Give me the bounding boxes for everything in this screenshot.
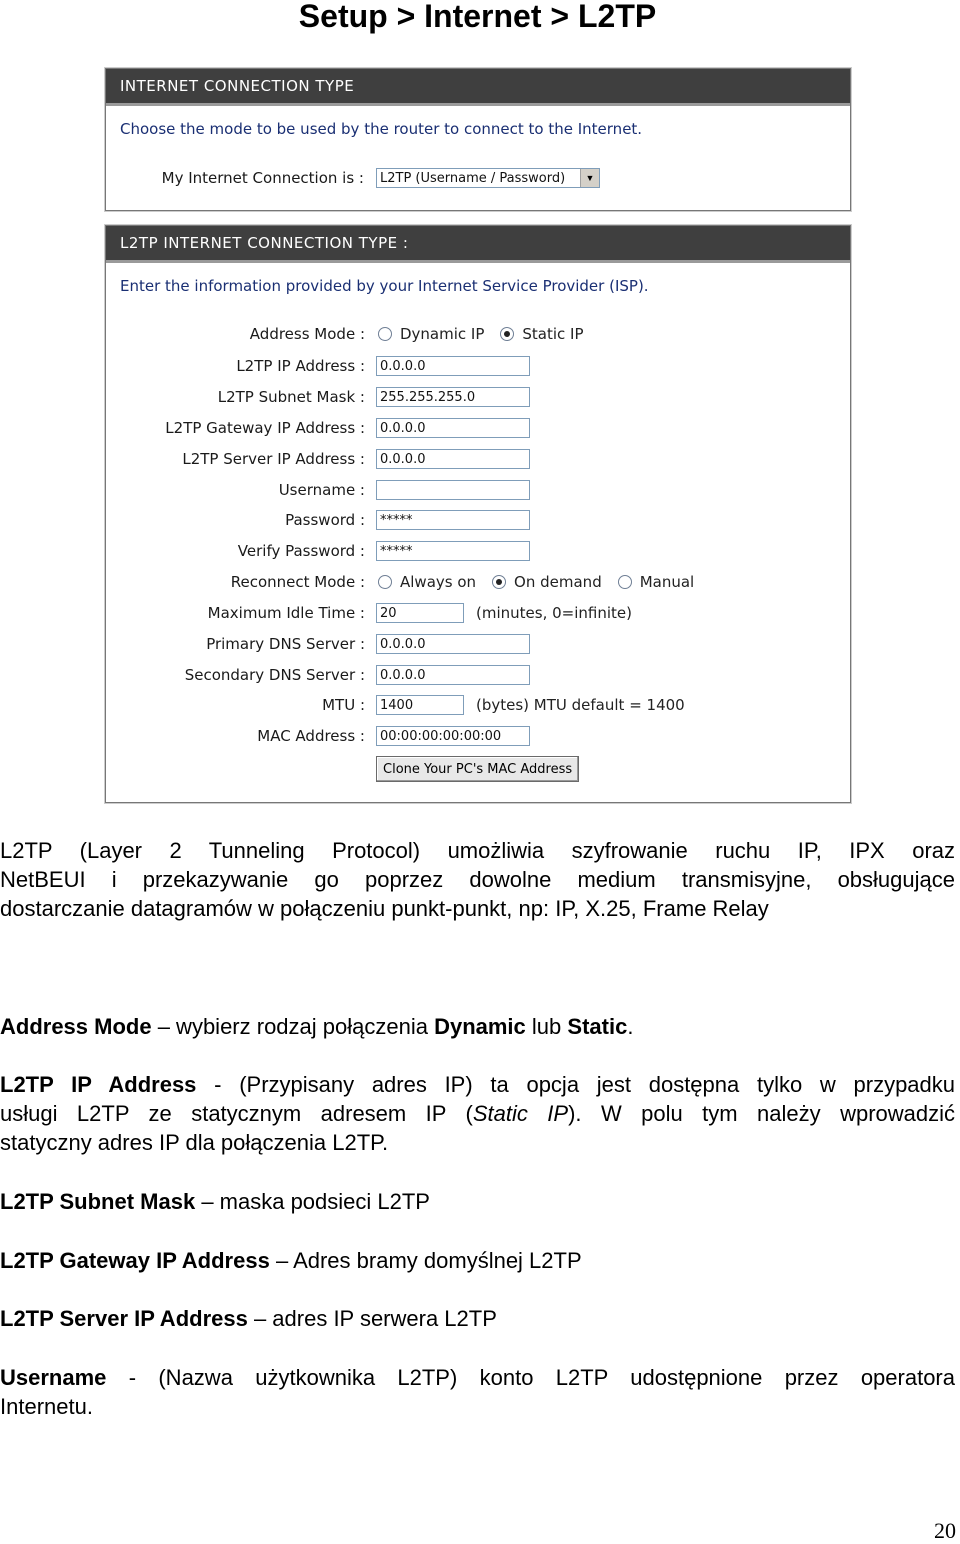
reconnect-mode-control <box>376 569 708 595</box>
intro-line-1: L2TP (Layer 2 Tunneling Protocol) umożliwia szyfrowanie ruchu IP, IPX oraz <box>0 838 955 863</box>
verify-password-label: Verify Password : <box>237 542 365 560</box>
l2tp-ip-row <box>106 353 850 379</box>
l2tp-server-row <box>106 446 850 472</box>
l2tp-ip-line-3: statyczny adres IP dla połączenia L2TP. <box>0 1130 389 1155</box>
manual-label: Manual <box>639 573 695 591</box>
secondary-dns-label: Secondary DNS Server : <box>184 666 365 684</box>
mac-address-input[interactable]: 00:00:00:00:00:00 <box>376 726 530 746</box>
lub-text: lub <box>525 1014 568 1039</box>
mtu-row <box>106 692 850 718</box>
l2tp-ip-desc-1: - (Przypisany adres IP) ta opcja jest dostępna tylko w przypadku <box>196 1072 956 1097</box>
username-paragraph <box>0 1363 955 1421</box>
primary-dns-input[interactable]: 0.0.0.0 <box>376 634 530 654</box>
server-desc: – adres IP serwera L2TP <box>247 1306 497 1331</box>
subnet-mask-paragraph <box>0 1187 955 1216</box>
password-label: Password : <box>285 511 365 529</box>
l2tp-mask-input[interactable]: 255.255.255.0 <box>376 387 530 407</box>
l2tp-ip-line-1 <box>0 1070 955 1099</box>
l2tp-gateway-row <box>106 415 850 441</box>
connection-type-label: My Internet Connection is : <box>161 169 364 187</box>
page-number: 20 <box>934 1518 956 1543</box>
secondary-dns-input[interactable]: 0.0.0.0 <box>376 665 530 685</box>
username-line-1 <box>0 1363 955 1392</box>
connection-type-control <box>376 165 600 191</box>
gateway-paragraph <box>0 1246 955 1275</box>
idle-time-hint: (minutes, 0=infinite) <box>476 604 632 622</box>
primary-dns-label: Primary DNS Server : <box>206 635 365 653</box>
chevron-down-icon[interactable]: ▼ <box>580 169 599 187</box>
l2tp-ip-desc-2a: usługi L2TP ze statycznym adresem IP ( <box>0 1101 473 1126</box>
idle-time-input[interactable]: 20 <box>376 603 464 623</box>
username-label: Username : <box>278 481 365 499</box>
reconnect-mode-row <box>106 569 850 595</box>
l2tp-settings-intro: Enter the information provided by your Internet Service Provider (ISP). <box>120 277 649 295</box>
intro-line-2: NetBEUI i przekazywanie go poprzez dowolne medium transmisyjne, obsługujące <box>0 867 955 892</box>
address-mode-paragraph <box>0 1012 955 1041</box>
dynamic-ip-label: Dynamic IP <box>400 325 485 343</box>
connection-type-select[interactable] <box>376 168 600 188</box>
mtu-input[interactable]: 1400 <box>376 695 464 715</box>
manual-radio[interactable] <box>618 575 632 589</box>
password-input[interactable]: ***** <box>376 510 530 530</box>
static-term: Static <box>567 1014 628 1039</box>
always-on-label: Always on <box>400 573 477 591</box>
mac-address-label: MAC Address : <box>257 727 365 745</box>
address-mode-term: Address Mode <box>0 1014 152 1039</box>
username-desc-1: - (Nazwa użytkownika L2TP) konto L2TP udostępnione przez operatora <box>106 1365 955 1390</box>
username-term: Username <box>0 1365 107 1390</box>
l2tp-ip-desc-2b: ). W polu tym należy wprowadzić <box>568 1101 956 1126</box>
l2tp-settings-panel <box>105 225 851 803</box>
gateway-term: L2TP Gateway IP Address <box>0 1248 270 1273</box>
static-ip-italic: Static IP <box>472 1101 569 1126</box>
on-demand-radio[interactable] <box>492 575 506 589</box>
server-term: L2TP Server IP Address <box>0 1306 248 1331</box>
connection-type-intro: Choose the mode to be used by the router to connect to the Internet. <box>120 120 643 138</box>
address-mode-row <box>106 321 850 347</box>
secondary-dns-row <box>106 662 850 688</box>
server-paragraph <box>0 1304 955 1333</box>
reconnect-mode-label: Reconnect Mode : <box>230 573 365 591</box>
verify-password-row <box>106 538 850 564</box>
l2tp-gateway-input[interactable]: 0.0.0.0 <box>376 418 530 438</box>
username-row <box>106 477 850 503</box>
connection-type-value: L2TP (Username / Password) <box>380 170 566 186</box>
address-mode-desc: – wybierz rodzaj połączenia <box>151 1014 435 1039</box>
address-mode-control <box>376 321 598 347</box>
l2tp-ip-line-2 <box>0 1099 955 1128</box>
mac-address-row <box>106 723 850 749</box>
gateway-desc: – Adres bramy domyślnej L2TP <box>269 1248 582 1273</box>
address-mode-label: Address Mode : <box>249 325 365 343</box>
static-ip-label: Static IP <box>522 325 584 343</box>
clone-mac-row <box>106 756 850 782</box>
l2tp-ip-input[interactable]: 0.0.0.0 <box>376 356 530 376</box>
clone-mac-button[interactable]: Clone Your PC's MAC Address <box>376 756 579 782</box>
l2tp-settings-header: L2TP INTERNET CONNECTION TYPE : <box>106 226 850 263</box>
on-demand-label: On demand <box>514 573 602 591</box>
connection-type-row <box>106 165 850 191</box>
page-title: Setup > Internet > L2TP <box>298 0 657 34</box>
l2tp-server-label: L2TP Server IP Address : <box>182 450 365 468</box>
l2tp-ip-term: L2TP IP Address <box>0 1072 197 1097</box>
always-on-radio[interactable] <box>378 575 392 589</box>
intro-line-3: dostarczanie datagramów w połączeniu punkt-punkt, np: IP, X.25, Frame Relay <box>0 896 769 921</box>
idle-time-row <box>106 600 850 626</box>
username-input[interactable] <box>376 480 530 500</box>
connection-type-header: INTERNET CONNECTION TYPE <box>106 69 850 106</box>
static-ip-radio[interactable] <box>500 327 514 341</box>
address-mode-end: . <box>627 1014 634 1039</box>
subnet-mask-term: L2TP Subnet Mask <box>0 1189 196 1214</box>
l2tp-server-input[interactable]: 0.0.0.0 <box>376 449 530 469</box>
idle-time-label: Maximum Idle Time : <box>207 604 365 622</box>
intro-paragraph <box>0 836 955 923</box>
connection-type-panel <box>105 68 851 211</box>
l2tp-mask-label: L2TP Subnet Mask : <box>217 388 365 406</box>
subnet-mask-desc: – maska podsieci L2TP <box>195 1189 430 1214</box>
primary-dns-row <box>106 631 850 657</box>
dynamic-ip-radio[interactable] <box>378 327 392 341</box>
l2tp-ip-label: L2TP IP Address : <box>236 357 365 375</box>
verify-password-input[interactable]: ***** <box>376 541 530 561</box>
dynamic-term: Dynamic <box>434 1014 526 1039</box>
password-row <box>106 507 850 533</box>
l2tp-gateway-label: L2TP Gateway IP Address : <box>165 419 365 437</box>
username-line-2: Internetu. <box>0 1394 93 1419</box>
mtu-label: MTU : <box>322 696 365 714</box>
l2tp-mask-row <box>106 384 850 410</box>
mtu-hint: (bytes) MTU default = 1400 <box>476 696 685 714</box>
l2tp-ip-paragraph <box>0 1070 955 1157</box>
